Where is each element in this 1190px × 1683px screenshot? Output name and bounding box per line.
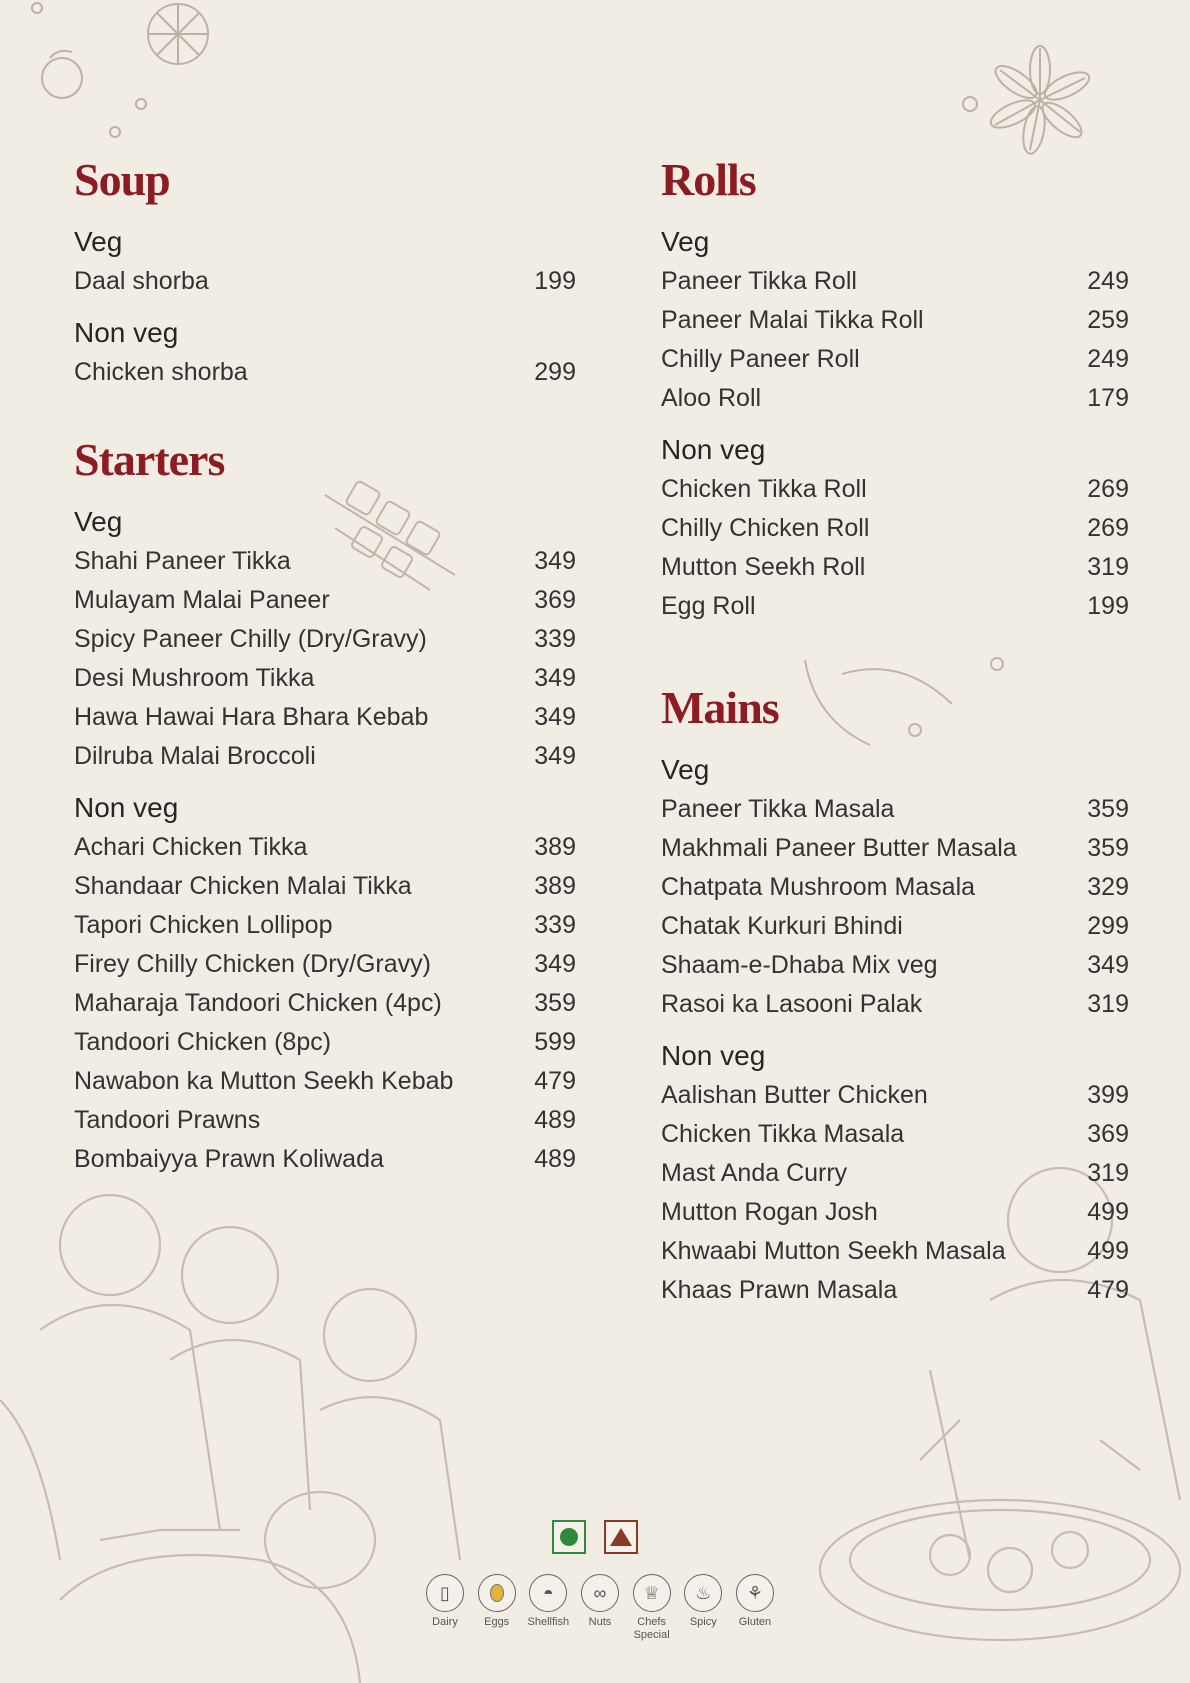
allergen-label: Nuts bbox=[588, 1616, 612, 1628]
menu-item bbox=[661, 379, 1129, 418]
nonveg-indicator-icon bbox=[604, 1520, 638, 1554]
allergen-legend bbox=[420, 1574, 780, 1642]
item-price: 489 bbox=[534, 1106, 576, 1134]
menu-item bbox=[74, 542, 576, 581]
allergen-chefs-special bbox=[627, 1574, 677, 1642]
menu-item bbox=[661, 1271, 1129, 1310]
item-price: 319 bbox=[1087, 1159, 1129, 1187]
menu-item bbox=[74, 828, 576, 867]
group-title-soup-nonveg: Non veg bbox=[74, 317, 179, 348]
menu-item bbox=[661, 907, 1129, 946]
group-title-soup-veg: Veg bbox=[74, 226, 123, 257]
menu-item bbox=[661, 868, 1129, 907]
item-price: 299 bbox=[534, 358, 576, 386]
item-name: Tandoori Prawns bbox=[74, 1106, 261, 1134]
item-price: 249 bbox=[1087, 267, 1129, 295]
item-price: 359 bbox=[1087, 795, 1129, 823]
group-title-starters-nonveg: Non veg bbox=[74, 792, 179, 823]
allergen-dairy bbox=[420, 1574, 470, 1642]
item-name: Chicken Tikka Roll bbox=[661, 475, 867, 503]
item-price: 499 bbox=[1087, 1198, 1129, 1226]
menu-item bbox=[74, 737, 576, 776]
item-name: Tapori Chicken Lollipop bbox=[74, 911, 333, 939]
menu-item bbox=[661, 301, 1129, 340]
left-column bbox=[74, 150, 576, 1179]
menu-item bbox=[74, 262, 576, 301]
allergen-label: Shellfish bbox=[527, 1616, 570, 1628]
group-title-mains-veg: Veg bbox=[661, 754, 710, 785]
section-title-starters: Starters bbox=[74, 434, 225, 485]
item-name: Chatpata Mushroom Masala bbox=[661, 873, 976, 901]
item-name: Egg Roll bbox=[661, 592, 756, 620]
item-name: Aloo Roll bbox=[661, 384, 762, 412]
item-name: Nawabon ka Mutton Seekh Kebab bbox=[74, 1067, 454, 1095]
item-price: 389 bbox=[534, 833, 576, 861]
tomato-sketch-icon bbox=[32, 3, 208, 137]
item-name: Chilly Chicken Roll bbox=[661, 514, 870, 542]
menu-item bbox=[661, 509, 1129, 548]
item-name: Mulayam Malai Paneer bbox=[74, 586, 330, 614]
menu-item bbox=[661, 470, 1129, 509]
group-title-rolls-nonveg: Non veg bbox=[661, 434, 766, 465]
item-price: 339 bbox=[534, 625, 576, 653]
menu-item bbox=[74, 620, 576, 659]
item-name: Shahi Paneer Tikka bbox=[74, 547, 291, 575]
menu-item bbox=[661, 587, 1129, 626]
allergen-label: Eggs bbox=[484, 1616, 510, 1628]
item-price: 179 bbox=[1087, 384, 1129, 412]
group-title-mains-nonveg: Non veg bbox=[661, 1040, 766, 1071]
item-price: 479 bbox=[534, 1067, 576, 1095]
allergen-label: Dairy bbox=[432, 1616, 458, 1628]
item-price: 369 bbox=[534, 586, 576, 614]
wheat-icon: ⚘ bbox=[736, 1574, 774, 1612]
menu-item bbox=[661, 985, 1129, 1024]
nuts-icon: ∞ bbox=[581, 1574, 619, 1612]
item-name: Chilly Paneer Roll bbox=[661, 345, 860, 373]
item-name: Paneer Tikka Roll bbox=[661, 267, 857, 295]
item-name: Chicken Tikka Masala bbox=[661, 1120, 905, 1148]
menu-item bbox=[661, 1076, 1129, 1115]
item-name: Rasoi ka Lasooni Palak bbox=[661, 990, 923, 1018]
item-name: Hawa Hawai Hara Bhara Kebab bbox=[74, 703, 429, 731]
item-name: Daal shorba bbox=[74, 267, 209, 295]
dairy-icon: ▯ bbox=[426, 1574, 464, 1612]
allergen-gluten bbox=[730, 1574, 780, 1642]
item-price: 299 bbox=[1087, 912, 1129, 940]
item-name: Paneer Tikka Masala bbox=[661, 795, 895, 823]
menu-item bbox=[74, 945, 576, 984]
menu-item bbox=[661, 1154, 1129, 1193]
allergen-spicy bbox=[678, 1574, 728, 1642]
menu-item bbox=[661, 340, 1129, 379]
item-name: Mutton Rogan Josh bbox=[661, 1198, 878, 1226]
item-name: Chicken shorba bbox=[74, 358, 248, 386]
item-price: 349 bbox=[534, 950, 576, 978]
star-anise-sketch-icon bbox=[963, 46, 1093, 155]
menu-item bbox=[74, 1023, 576, 1062]
menu-item bbox=[661, 548, 1129, 587]
item-name: Desi Mushroom Tikka bbox=[74, 664, 315, 692]
allergen-label: Chefs Special bbox=[633, 1616, 670, 1641]
item-name: Firey Chilly Chicken (Dry/Gravy) bbox=[74, 950, 431, 978]
item-price: 399 bbox=[1087, 1081, 1129, 1109]
section-title-mains: Mains bbox=[661, 682, 779, 733]
item-name: Shandaar Chicken Malai Tikka bbox=[74, 872, 412, 900]
menu-item bbox=[661, 1193, 1129, 1232]
menu-item bbox=[74, 353, 576, 392]
item-price: 319 bbox=[1087, 553, 1129, 581]
chef-hat-icon: ♕ bbox=[633, 1574, 671, 1612]
allergen-eggs bbox=[472, 1574, 522, 1642]
item-name: Dilruba Malai Broccoli bbox=[74, 742, 316, 770]
item-name: Shaam-e-Dhaba Mix veg bbox=[661, 951, 938, 979]
menu-item bbox=[74, 1140, 576, 1179]
item-price: 479 bbox=[1087, 1276, 1129, 1304]
item-price: 599 bbox=[534, 1028, 576, 1056]
item-price: 359 bbox=[1087, 834, 1129, 862]
item-price: 349 bbox=[534, 664, 576, 692]
item-price: 349 bbox=[534, 742, 576, 770]
menu-item bbox=[74, 1101, 576, 1140]
group-title-starters-veg: Veg bbox=[74, 506, 123, 537]
menu-item bbox=[661, 1232, 1129, 1271]
item-price: 249 bbox=[1087, 345, 1129, 373]
menu-item bbox=[74, 984, 576, 1023]
item-price: 269 bbox=[1087, 475, 1129, 503]
group-title-rolls-veg: Veg bbox=[661, 226, 710, 257]
menu-item bbox=[74, 867, 576, 906]
allergen-label: Gluten bbox=[738, 1616, 772, 1628]
menu-item bbox=[74, 906, 576, 945]
menu-item bbox=[661, 262, 1129, 301]
item-name: Maharaja Tandoori Chicken (4pc) bbox=[74, 989, 442, 1017]
item-name: Spicy Paneer Chilly (Dry/Gravy) bbox=[74, 625, 427, 653]
item-name: Khaas Prawn Masala bbox=[661, 1276, 898, 1304]
egg-icon bbox=[478, 1574, 516, 1612]
allergen-label: Spicy bbox=[689, 1616, 717, 1628]
item-price: 199 bbox=[534, 267, 576, 295]
item-name: Bombaiyya Prawn Koliwada bbox=[74, 1145, 384, 1173]
section-title-rolls: Rolls bbox=[661, 154, 756, 205]
menu-item bbox=[74, 1062, 576, 1101]
allergen-nuts bbox=[575, 1574, 625, 1642]
item-name: Mast Anda Curry bbox=[661, 1159, 848, 1187]
item-price: 489 bbox=[534, 1145, 576, 1173]
item-price: 349 bbox=[534, 547, 576, 575]
item-price: 499 bbox=[1087, 1237, 1129, 1265]
item-price: 349 bbox=[534, 703, 576, 731]
item-name: Chatak Kurkuri Bhindi bbox=[661, 912, 903, 940]
menu-item bbox=[661, 790, 1129, 829]
menu-item bbox=[74, 698, 576, 737]
menu-item bbox=[661, 946, 1129, 985]
menu-item bbox=[661, 1115, 1129, 1154]
veg-indicator-icon bbox=[552, 1520, 586, 1554]
right-column bbox=[661, 150, 1129, 1310]
item-price: 319 bbox=[1087, 990, 1129, 1018]
item-price: 339 bbox=[534, 911, 576, 939]
item-name: Khwaabi Mutton Seekh Masala bbox=[661, 1237, 1006, 1265]
menu-item bbox=[661, 829, 1129, 868]
section-title-soup: Soup bbox=[74, 154, 170, 205]
item-name: Mutton Seekh Roll bbox=[661, 553, 866, 581]
item-name: Aalishan Butter Chicken bbox=[661, 1081, 928, 1109]
item-price: 349 bbox=[1087, 951, 1129, 979]
chilli-icon: ♨ bbox=[684, 1574, 722, 1612]
diet-legend bbox=[552, 1520, 638, 1554]
item-price: 269 bbox=[1087, 514, 1129, 542]
shellfish-icon: ◓ bbox=[529, 1574, 567, 1612]
item-price: 329 bbox=[1087, 873, 1129, 901]
item-name: Achari Chicken Tikka bbox=[74, 833, 308, 861]
item-price: 259 bbox=[1087, 306, 1129, 334]
menu-item bbox=[74, 581, 576, 620]
item-name: Tandoori Chicken (8pc) bbox=[74, 1028, 332, 1056]
item-price: 389 bbox=[534, 872, 576, 900]
item-name: Paneer Malai Tikka Roll bbox=[661, 306, 924, 334]
item-price: 369 bbox=[1087, 1120, 1129, 1148]
item-price: 199 bbox=[1087, 592, 1129, 620]
cooks-sketch-illustration bbox=[0, 1195, 460, 1683]
allergen-shellfish bbox=[523, 1574, 573, 1642]
menu-item bbox=[74, 659, 576, 698]
item-name: Makhmali Paneer Butter Masala bbox=[661, 834, 1017, 862]
item-price: 359 bbox=[534, 989, 576, 1017]
